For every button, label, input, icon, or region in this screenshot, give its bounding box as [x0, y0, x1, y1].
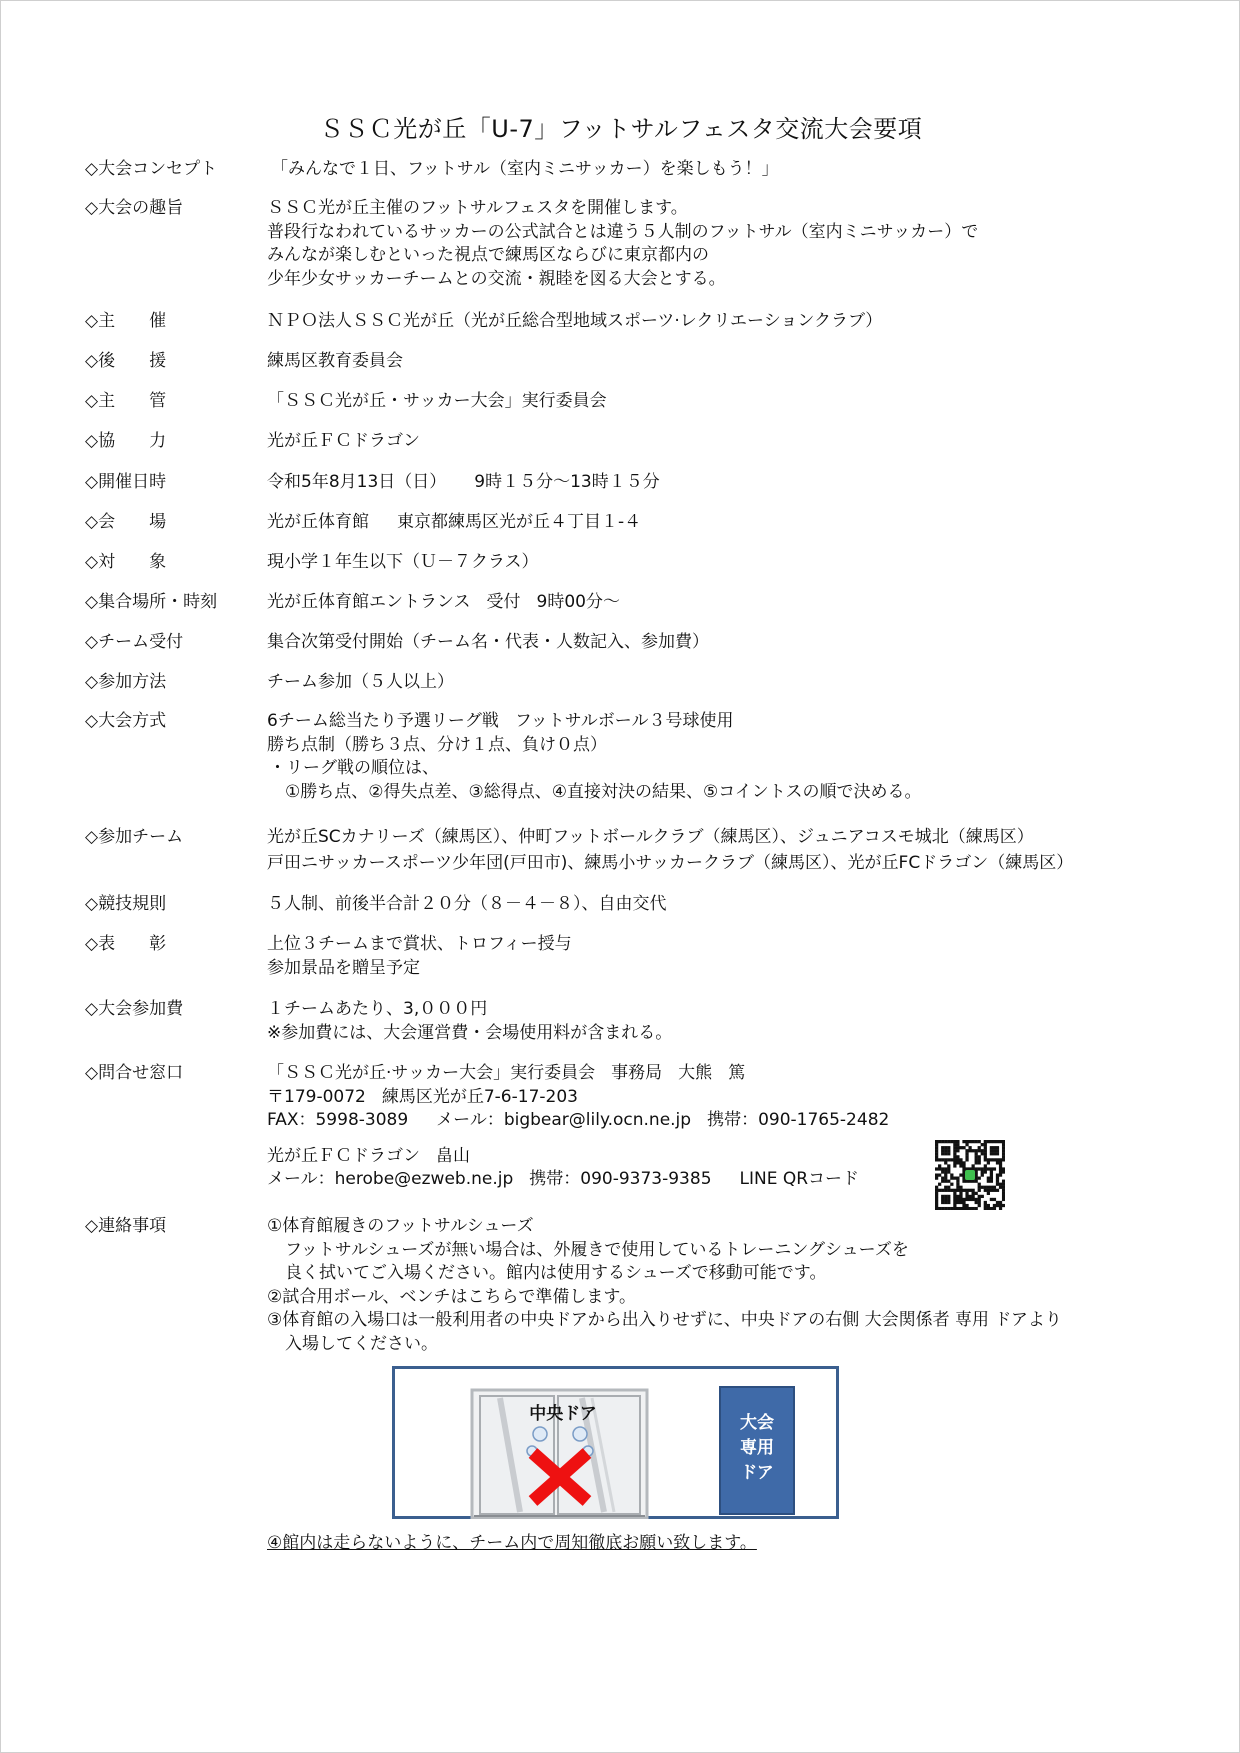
contact-office: 事務局 [611, 1063, 663, 1083]
entrance-door-diagram [392, 1366, 839, 1519]
section-value: 練馬区教育委員会 [267, 351, 403, 371]
section-label: ◇連絡事項 [85, 1216, 167, 1236]
contact-mail2[interactable]: メール：herobe@ezweb.ne.jp [267, 1169, 514, 1189]
section-value: ①体育館履きのフットサルシューズ フットサルシューズが無い場合は、外履きで使用しているトレーニングシューズを 良く拭いてご入場ください。館内は使用するシューズで移動可能です。 ②試合用ボール、ベンチはこちらで準備します。 ③体育館の入場口は一般利用者の中央ドアから出入りせずに、中央ドアの右側 大会関係者 専用 ドアより 入場してください。 [267, 1216, 1062, 1354]
section-value: 6チーム総当たり予選リーグ戦 フットサルボール３号球使用 勝ち点制（勝ち３点、分け１点、負け０点） ・リーグ戦の順位は、 ①勝ち点、②得失点差、③総得点、④直接対決の結果、⑤コイントスの順で決める。 [267, 711, 922, 802]
section-label: ◇表 彰 [85, 934, 167, 954]
event-door-label: 専用 [740, 1438, 774, 1458]
event-date: 令和5年8月13日（日） [267, 472, 447, 492]
contact-mail[interactable]: メール：bigbear@lily.ocn.ne.jp [436, 1110, 692, 1130]
section-label: ◇競技規則 [85, 894, 167, 914]
section-value: 「みんなで１日、フットサル（室内ミニサッカー）を楽しもう！」 [271, 159, 779, 179]
section-label: ◇参加チーム [85, 827, 184, 847]
final-note: ④館内は走らないように、チーム内で周知徹底お願い致します。 [267, 1533, 757, 1553]
event-door-label: ドア [740, 1463, 774, 1483]
format-league: 6チーム総当たり予選リーグ戦 [267, 711, 499, 731]
section-value: 現小学１年生以下（Ｕ－７クラス） [267, 552, 539, 572]
contact-club-person: 畠山 [436, 1145, 470, 1166]
section-value [267, 1532, 757, 1556]
section-value [267, 471, 660, 495]
section-label: ◇問合せ窓口 [85, 1063, 184, 1083]
section-value [267, 591, 620, 615]
section-value [267, 1062, 889, 1192]
line-qr-code[interactable] [935, 1140, 1005, 1210]
section-value: チーム参加（５人以上） [267, 672, 454, 692]
contact-fax: FAX：5998-3089 [267, 1110, 409, 1130]
contact-mobile: 携帯：090-1765-2482 [707, 1110, 890, 1130]
section-label: ◇大会の趣旨 [85, 198, 184, 218]
section-value: ５人制、前後半合計２０分（８－４－８）、自由交代 [267, 894, 667, 914]
section-label: ◇対 象 [85, 552, 167, 572]
contact-address: 練馬区光が丘7-6-17-203 [381, 1086, 578, 1107]
section-label: ◇大会方式 [85, 711, 167, 731]
line-logo-icon [965, 1170, 975, 1180]
section-value: 上位３チームまで賞状、トロフィー授与 参加景品を贈呈予定 [267, 934, 572, 978]
section-value [267, 824, 1073, 876]
format-ball: フットサルボール３号球使用 [514, 711, 734, 731]
contact-surname: 大熊 [678, 1063, 713, 1083]
team-list-line: 戸田ニサッカースポーツ少年団(戸田市)、練馬小サッカークラブ（練馬区）、光が丘FCドラゴン（練馬区） [267, 853, 1074, 873]
section-label: ◇会 場 [85, 512, 167, 532]
line-qr-label: LINE QRコード [739, 1169, 860, 1189]
qr-code-icon [935, 1140, 1005, 1210]
section-label: ◇集合場所・時刻 [85, 592, 218, 612]
section-label: ◇大会コンセプト [85, 159, 218, 179]
section-value: ＮＰＯ法人ＳＳＣ光が丘（光が丘総合型地域スポーツ·レクリエーションクラブ） [267, 311, 883, 331]
contact-club: 光が丘ＦＣドラゴン [267, 1145, 420, 1166]
section-label: ◇参加方法 [85, 672, 167, 692]
contact-mobile2: 携帯：090-9373-9385 [529, 1169, 712, 1189]
venue-address: 東京都練馬区光が丘４丁目１-４ [397, 512, 642, 532]
section-label: ◇協 力 [85, 431, 167, 451]
document-title: ＳＳＣ光が丘「U-7」フットサルフェスタ交流大会要項 [319, 115, 923, 143]
section-label: ◇主 催 [85, 311, 167, 331]
venue-name: 光が丘体育館 [267, 512, 369, 532]
contact-given: 篤 [728, 1063, 746, 1083]
section-label: ◇開催日時 [85, 472, 167, 492]
meeting-place: 光が丘体育館エントランス [267, 592, 471, 612]
section-value: 集合次第受付開始（チーム名・代表・人数記入、参加費） [267, 632, 709, 652]
section-label: ◇大会参加費 [85, 999, 184, 1019]
event-time: 9時１５分～13時１５分 [474, 472, 660, 492]
center-door-label: 中央ドア [529, 1404, 597, 1424]
section-value: 光が丘ＦＣドラゴン [267, 431, 420, 451]
contact-postal: 〒179-0072 [267, 1086, 366, 1107]
contact-committee: 「ＳＳＣ光が丘·サッカー大会」実行委員会 [267, 1063, 596, 1083]
section-value: １チームあたり、3,０００円 ※参加費には、大会運営費・会場使用料が含まれる。 [267, 999, 673, 1043]
event-door-label: 大会 [740, 1413, 774, 1433]
meeting-reception: 受付 [486, 592, 521, 612]
section-value: ＳＳＣ光が丘主催のフットサルフェスタを開催します。 普段行なわれているサッカーの公式試合とは違う５人制のフットサル（室内ミニサッカー）で みんなが楽しむといった視点で練馬区ならびに東京都内の 少年少女サッカーチームとの交流・親睦を図る大会とする。 [267, 198, 979, 289]
team-list-line: 光が丘SCカナリーズ（練馬区）、仲町フットボールクラブ（練馬区）、ジュニアコスモ城北（練馬区） [267, 827, 1034, 847]
section-label: ◇主 管 [85, 391, 167, 411]
section-value [267, 511, 641, 535]
section-label: ◇後 援 [85, 351, 167, 371]
section-label: ◇チーム受付 [85, 632, 184, 652]
meeting-time: 9時00分～ [536, 592, 620, 612]
section-value: 「ＳＳＣ光が丘・サッカー大会」実行委員会 [267, 391, 607, 411]
